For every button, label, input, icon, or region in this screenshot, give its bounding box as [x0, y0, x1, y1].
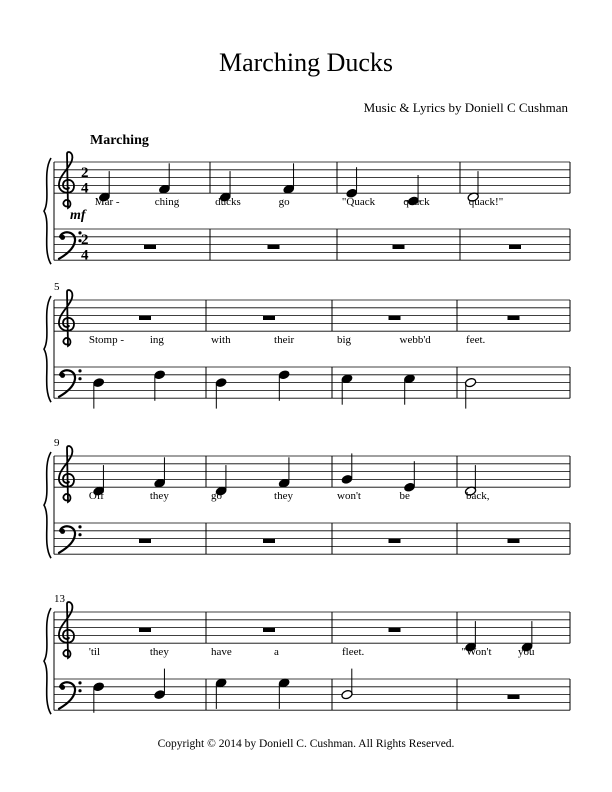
- whole-rest: [139, 539, 151, 543]
- time-signature-top: 2: [81, 232, 89, 249]
- measure-number: 9: [54, 437, 60, 449]
- bass-clef-dot: [60, 529, 65, 534]
- bass-clef-dot: [78, 689, 81, 692]
- lyric-syllable: webb'd: [399, 334, 431, 347]
- lyric-syllable: you: [518, 646, 535, 659]
- whole-rest: [393, 245, 405, 249]
- bass-clef-dot: [78, 377, 81, 380]
- dynamic-marking: mf: [70, 208, 86, 224]
- whole-rest: [268, 245, 280, 249]
- whole-rest: [389, 539, 401, 543]
- lyric-syllable: Mar -: [94, 196, 120, 209]
- lyric-syllable: quack!": [468, 196, 504, 209]
- whole-rest: [139, 316, 151, 320]
- brace: [44, 296, 51, 402]
- system: [44, 281, 570, 409]
- treble-clef: [59, 290, 74, 346]
- brace: [44, 608, 51, 714]
- whole-rest: [144, 245, 156, 249]
- treble-clef: [59, 152, 74, 208]
- lyric-syllable: "Won't: [461, 646, 492, 659]
- lyric-syllable: back,: [466, 490, 490, 503]
- lyric-syllable: go: [211, 490, 223, 503]
- whole-rest: [389, 628, 401, 632]
- measure-number: 13: [54, 593, 65, 605]
- bass-clef-dot: [78, 533, 81, 536]
- lyric-syllable: big: [337, 334, 352, 347]
- whole-rest: [139, 628, 151, 632]
- whole-rest: [263, 628, 275, 632]
- treble-clef: [59, 446, 74, 502]
- copyright-notice: Copyright © 2014 by Doniell C. Cushman. All Rights Reserved.: [157, 738, 455, 750]
- lyric-syllable: fleet.: [342, 646, 365, 659]
- bass-clef-dot: [60, 685, 65, 690]
- lyric-syllable: a: [274, 646, 279, 659]
- system: [44, 437, 570, 558]
- bass-clef-dot: [60, 235, 65, 240]
- lyric-syllable: "Quack: [341, 196, 376, 209]
- whole-rest: [508, 539, 520, 543]
- lyric-syllable: feet.: [466, 334, 486, 347]
- lyric-syllable: ducks: [215, 196, 241, 209]
- whole-rest: [389, 316, 401, 320]
- bass-clef-dot: [78, 681, 81, 684]
- whole-rest: [263, 539, 275, 543]
- lyric-syllable: they: [149, 646, 169, 659]
- bass-clef-dot: [78, 369, 81, 372]
- treble-clef: [59, 602, 74, 658]
- whole-rest: [509, 245, 521, 249]
- bass-clef-dot: [78, 525, 81, 528]
- brace: [44, 158, 51, 264]
- measure-number: 5: [54, 281, 60, 293]
- lyric-syllable: ching: [154, 196, 180, 209]
- lyric-syllable: Off: [88, 490, 104, 503]
- lyric-syllable: quack: [403, 196, 430, 209]
- lyric-syllable: they: [274, 490, 293, 503]
- lyric-syllable: be: [399, 490, 410, 503]
- bass-clef-dot: [60, 373, 65, 378]
- lyric-syllable: Stomp -: [88, 334, 125, 347]
- composer-credit: Music & Lyrics by Doniell C Cushman: [363, 100, 568, 115]
- lyric-syllable: have: [211, 646, 232, 659]
- lyric-syllable: go: [278, 196, 290, 209]
- lyric-syllable: ing: [149, 334, 164, 347]
- brace: [44, 452, 51, 558]
- whole-rest: [263, 316, 275, 320]
- system: [44, 593, 570, 714]
- lyric-syllable: won't: [337, 490, 361, 503]
- lyric-syllable: with: [211, 334, 231, 347]
- time-signature-bottom: 4: [81, 180, 89, 197]
- lyric-syllable: 'til: [88, 646, 101, 659]
- whole-rest: [508, 695, 520, 699]
- time-signature-top: 2: [81, 165, 89, 182]
- lyric-syllable: they: [149, 490, 169, 503]
- whole-rest: [508, 316, 520, 320]
- lyric-syllable: their: [274, 334, 295, 347]
- system: [44, 152, 570, 264]
- page-title: Marching Ducks: [218, 48, 393, 77]
- tempo-marking: Marching: [90, 133, 149, 148]
- time-signature-bottom: 4: [81, 247, 89, 264]
